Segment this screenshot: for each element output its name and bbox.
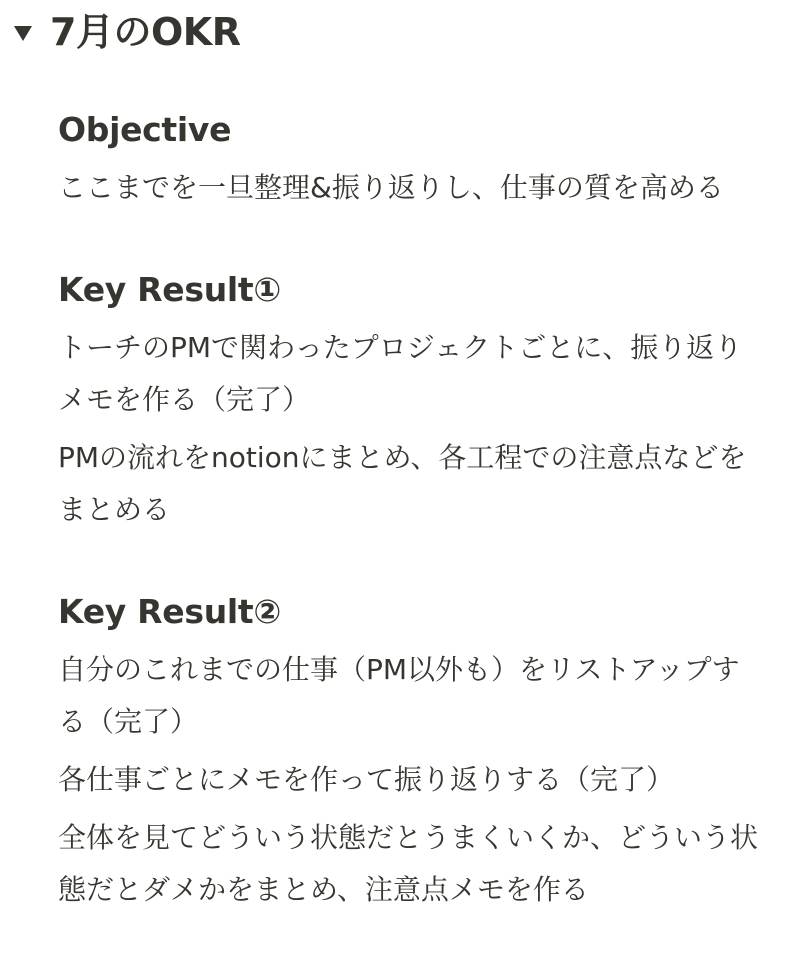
toggle-triangle-icon[interactable]	[14, 26, 32, 41]
toggle-block[interactable]	[14, 8, 240, 56]
key-result-1-item: トーチのPMで関わったプロジェクトごとに、振り返りメモを作る（完了）	[58, 331, 743, 416]
objective-text: ここまでを一旦整理&振り返りし、仕事の質を高める	[58, 171, 724, 204]
toggle-content	[58, 104, 758, 916]
key-result-1-heading: Key Result①	[58, 270, 282, 309]
key-result-1-item: PMの流れをnotionにまとめ、各工程での注意点などをまとめる	[58, 441, 747, 526]
key-result-2-section	[58, 586, 758, 916]
key-result-1-section	[58, 264, 758, 536]
objective-heading: Objective	[58, 110, 232, 149]
key-result-2-item: 全体を見てどういう状態だとうまくいくか、どういう状態だとダメかをまとめ、注意点メモを作る	[58, 821, 759, 906]
objective-section	[58, 104, 758, 214]
key-result-2-item: 各仕事ごとにメモを作って振り返りする（完了）	[58, 763, 675, 796]
key-result-2-item: 自分のこれまでの仕事（PM以外も）をリストアップする（完了）	[58, 653, 740, 738]
key-result-2-heading: Key Result②	[58, 592, 282, 631]
toggle-title: 7月のOKR	[50, 10, 241, 54]
